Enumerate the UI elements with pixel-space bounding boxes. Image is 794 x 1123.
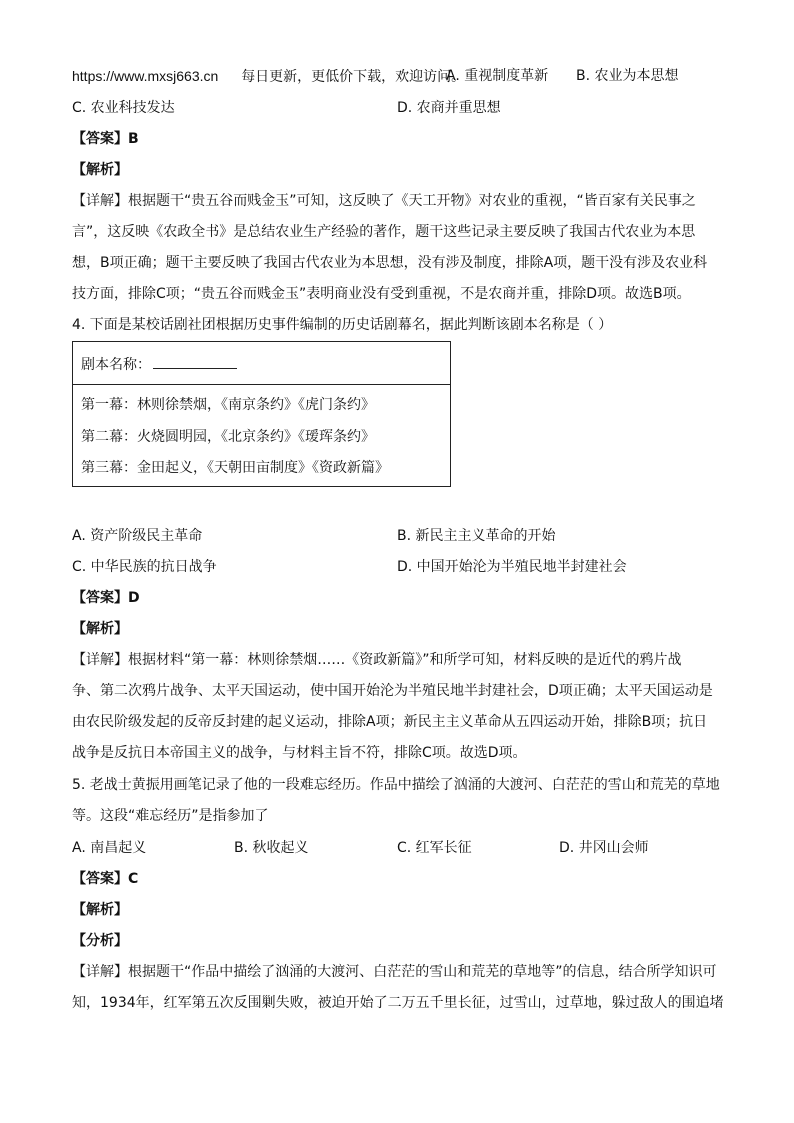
script-title-row — [81, 354, 237, 375]
q5-stem-line: 5. 老战士黄振用画笔记录了他的一段难忘经历。作品中描绘了汹涌的大渡河、白茫茫的雪山和荒芜的草地 — [72, 777, 720, 793]
q3-option-b: B. 农业为本思想 — [576, 68, 679, 84]
q3-option-a: A. 重视制度革新 — [446, 68, 549, 84]
header-line — [72, 66, 465, 87]
q5-option-b: B. 秋收起义 — [234, 840, 309, 856]
script-acts-box — [72, 341, 451, 487]
site-link[interactable]: https://www.mxsj663.cn — [72, 68, 219, 84]
act-row: 第一幕：林则徐禁烟，《南京条约》《虎门条约》 — [81, 397, 375, 413]
q3-analysis-heading: 【解析】 — [72, 162, 128, 178]
q4-option-a: A. 资产阶级民主革命 — [72, 528, 203, 544]
q5-option-d: D. 井冈山会师 — [559, 840, 649, 856]
q3-detail-line: 言”，这反映《农政全书》是总结农业生产经验的著作，题干这些记录主要反映了我国古代农业为本思 — [72, 224, 696, 240]
q4-analysis-heading: 【解析】 — [72, 621, 128, 637]
q5-option-a: A. 南昌起义 — [72, 840, 147, 856]
q3-detail-line: 【详解】根据题干“贵五谷而贱金玉”可知，这反映了《天工开物》对农业的重视，“皆百家有关民事之 — [72, 193, 696, 209]
site-notice: 每日更新，更低价下载，欢迎访问。 — [241, 69, 466, 85]
q4-option-c: C. 中华民族的抗日战争 — [72, 559, 217, 575]
box-divider — [73, 384, 450, 385]
act-row: 第二幕：火烧圆明园，《北京条约》《瑷珲条约》 — [81, 429, 375, 445]
q4-detail-line: 争、第二次鸦片战争、太平天国运动，使中国开始沦为半殖民地半封建社会，D项正确；太平天国运动是 — [72, 683, 713, 699]
q5-stem-line: 等。这段“难忘经历”是指参加了 — [72, 808, 269, 824]
q5-option-c: C. 红军长征 — [397, 840, 472, 856]
q5-detail-line: 【详解】根据题干“作品中描绘了汹涌的大渡河、白茫茫的雪山和荒芜的草地等”的信息，结合所学知识可 — [72, 964, 717, 980]
q4-option-b: B. 新民主主义革命的开始 — [397, 528, 556, 544]
q5-detail-line: 知，1934年，红军第五次反围剿失败，被迫开始了二万五千里长征，过雪山，过草地，躲过敌人的围追堵 — [72, 995, 724, 1011]
q4-detail-line: 由农民阶级发起的反帝反封建的起义运动，排除A项；新民主主义革命从五四运动开始，排除B项；抗日 — [72, 714, 708, 730]
q5-answer: 【答案】C — [72, 871, 139, 887]
q5-analysis-heading: 【解析】 — [72, 902, 128, 918]
q3-detail-line: 想，B项正确；题干主要反映了我国古代农业为本思想，没有涉及制度，排除A项，题干没有涉及农业科 — [72, 255, 708, 271]
q3-option-d: D. 农商并重思想 — [397, 100, 501, 116]
q5-fenxi-heading: 【分析】 — [72, 933, 128, 949]
q3-answer: 【答案】B — [72, 131, 139, 147]
q4-answer: 【答案】D — [72, 590, 140, 606]
act-row: 第三幕：金田起义，《天朝田亩制度》《资政新篇》 — [81, 460, 389, 476]
script-title-blank — [153, 354, 237, 369]
script-title-label: 剧本名称： — [81, 357, 151, 373]
q4-option-d: D. 中国开始沦为半殖民地半封建社会 — [397, 559, 627, 575]
q3-detail-line: 技方面，排除C项；“贵五谷而贱金玉”表明商业没有受到重视，不是农商并重，排除D项。故选B项。 — [72, 286, 691, 302]
q4-detail-line: 战争是反抗日本帝国主义的战争，与材料主旨不符，排除C项。故选D项。 — [72, 745, 527, 761]
q3-option-c: C. 农业科技发达 — [72, 100, 175, 116]
q4-stem: 4. 下面是某校话剧社团根据历史事件编制的历史话剧幕名，据此判断该剧本名称是（ ） — [72, 317, 613, 333]
q4-detail-line: 【详解】根据材料“第一幕：林则徐禁烟……《资政新篇》”和所学可知，材料反映的是近代的鸦片战 — [72, 652, 682, 668]
